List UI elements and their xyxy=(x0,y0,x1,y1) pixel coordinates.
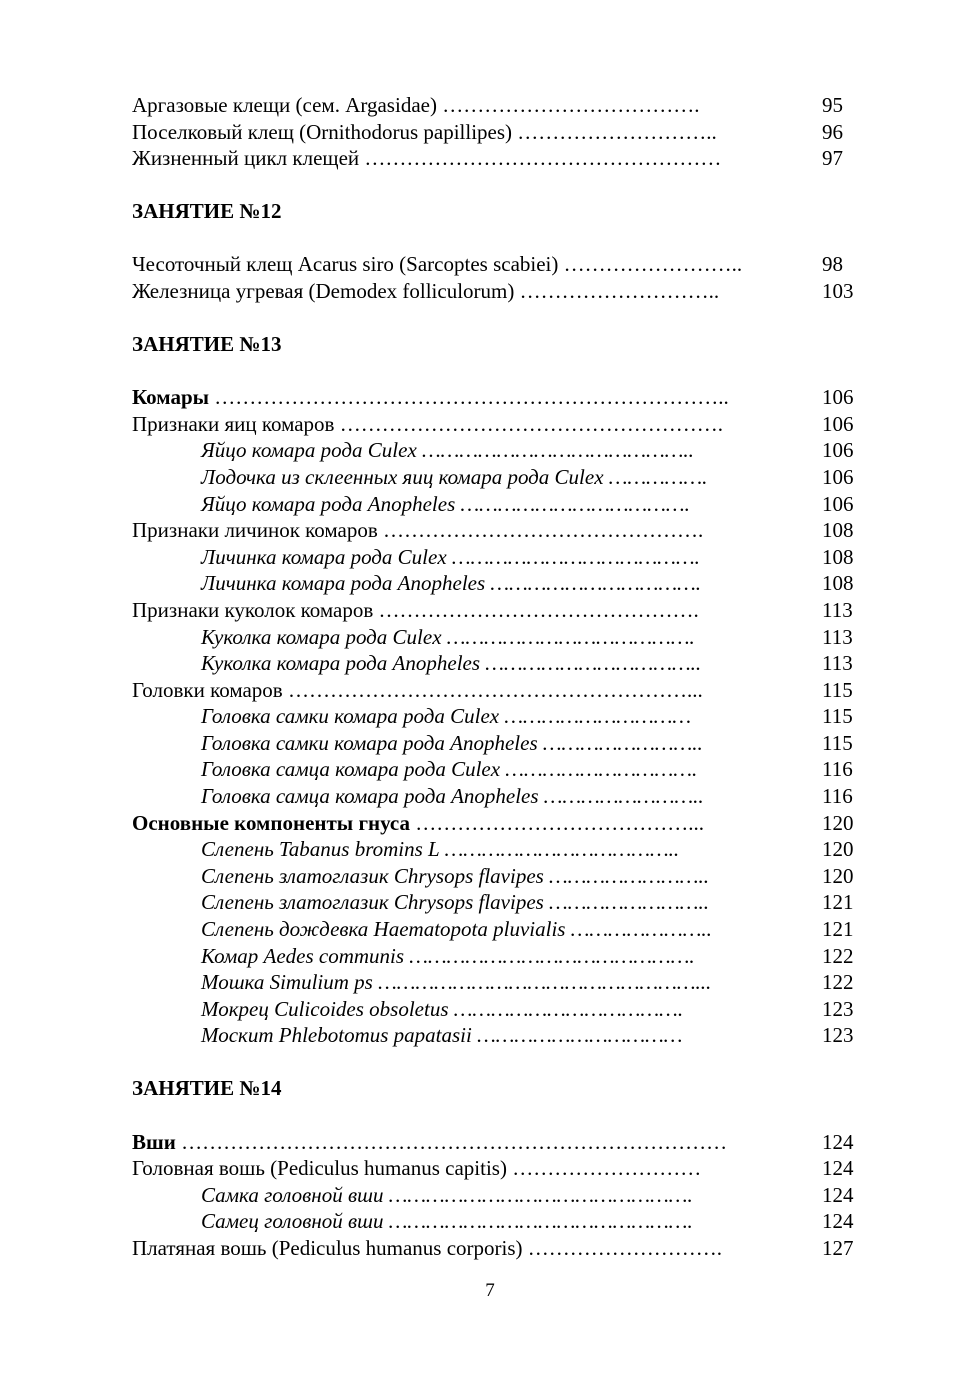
toc-entry: Признаки личинок комаров ………………………………………. 108 xyxy=(132,518,854,543)
toc-entry: Платяная вошь (Pediculus humanus corporis) ………………………. 127 xyxy=(132,1235,854,1260)
toc-subentry: Слепень златоглазик Chrysops flavipes …………………….. 120 xyxy=(201,863,854,888)
toc-subentry: Самец головной вши …………………………………………. 124 xyxy=(201,1209,854,1234)
page-number: 7 xyxy=(485,1280,495,1301)
toc-subentry: Головка самки комара рода Culex ………………………… 115 xyxy=(201,704,853,729)
lesson-heading: ЗАНЯТИЕ №12 xyxy=(132,198,282,223)
toc-entry: Поселковый клещ (Ornithodorus papillipes) ……………………….. 96 xyxy=(132,119,843,144)
toc-entry: Железница угревая (Demodex folliculorum) ……………………….. 103 xyxy=(132,278,854,303)
toc-entry: Признаки яиц комаров ………………………………………………. 106 xyxy=(132,411,854,436)
toc-entry: Признаки куколок комаров ………………………………………. 113 xyxy=(132,597,853,622)
toc-subentry: Москит Phlebotomus papatasii …………………………… 123 xyxy=(201,1023,854,1048)
toc-subentry: Яйцо комара рода Anopheles ………………………………. 106 xyxy=(201,491,854,516)
toc-section-entry: Вши …………………………………………………………………… 124 xyxy=(132,1129,854,1154)
toc-subentry: Мокрец Culicoides obsoletus ………………………………. 123 xyxy=(201,996,854,1021)
toc-subentry: Куколка комара рода Culex …………………………………. 113 xyxy=(201,624,853,649)
toc-subentry: Лодочка из склеенных яиц комара рода Culex ……………. 106 xyxy=(201,464,854,489)
toc-entry: Аргазовые клещи (сем. Argasidae) ………………………………. 95 xyxy=(132,93,843,117)
toc-subentry: Самка головной вши …………………………………………. 124 xyxy=(201,1182,854,1207)
toc-subentry: Комар Aedes communis ………………………………………. 122 xyxy=(201,943,854,968)
toc-entry: Чесоточный клещ Acarus siro (Sarcoptes scabiei) …………………….. 98 xyxy=(132,252,843,277)
toc-subentry: Личинка комара рода Culex …………………………………. 108 xyxy=(201,544,854,569)
toc-subentry: Слепень златоглазик Chrysops flavipes …………………….. 121 xyxy=(201,890,854,915)
toc-subentry: Головка самки комара рода Anopheles …………………….. 115 xyxy=(201,730,853,755)
toc-page xyxy=(132,92,862,1262)
lesson-heading: ЗАНЯТИЕ №14 xyxy=(132,1076,282,1100)
toc-entry: Головки комаров …………………………………………………... 115 xyxy=(132,677,853,702)
toc-subentry: Яйцо комара рода Culex …………………………………….. 106 xyxy=(201,438,854,463)
toc-subentry: Мошка Simulium ps ……………………………………………... 122 xyxy=(201,970,854,995)
lesson-heading: ЗАНЯТИЕ №13 xyxy=(132,331,282,356)
toc-section-entry: Комары ……………………………………………………………….. 106 xyxy=(132,385,854,410)
toc-subentry: Слепень Tabanus bromins L ……………………………….. 120 xyxy=(201,837,854,862)
toc-subentry: Куколка комара рода Anopheles …………………………….. 113 xyxy=(201,651,853,676)
toc-section-entry: Основные компоненты гнуса …………………………………... 120 xyxy=(132,810,854,835)
toc-subentry: Головка самца комара рода Anopheles …………………….. 116 xyxy=(201,784,853,809)
toc-subentry: Личинка комара рода Anopheles ……………………………. 108 xyxy=(201,571,854,596)
toc-entry: Головная вошь (Pediculus humanus capitis) ……………………… 124 xyxy=(132,1156,854,1181)
toc-entry: Жизненный цикл клещей …………………………………………… 97 xyxy=(132,146,843,171)
toc-subentry: Слепень дождевка Haematopota pluvialis ………………….. 121 xyxy=(201,917,854,942)
toc-subentry: Головка самца комара рода Culex …………………………. 116 xyxy=(201,757,853,782)
